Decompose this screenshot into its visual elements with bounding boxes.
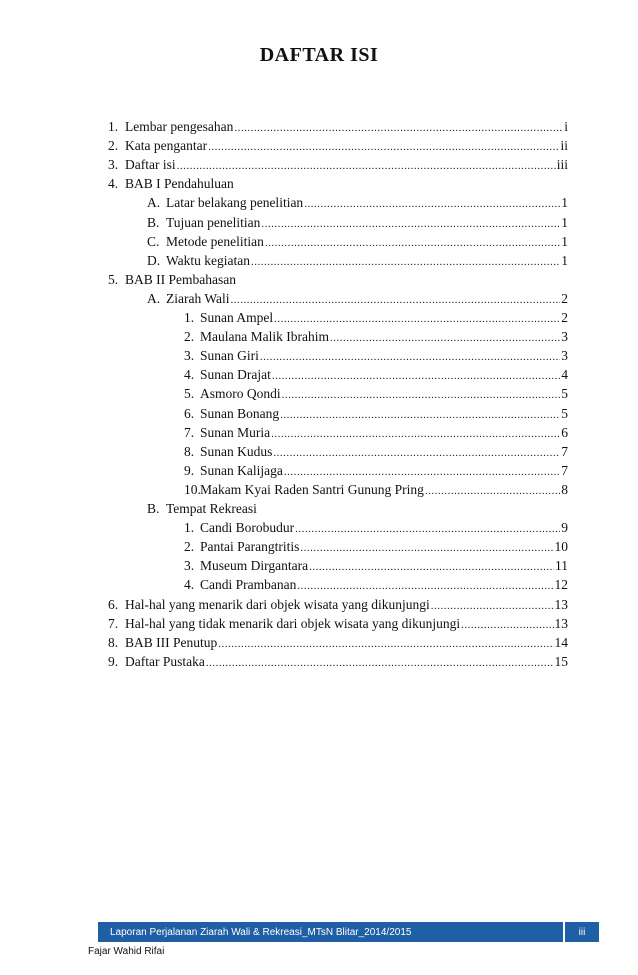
toc-entry-page: 3 xyxy=(561,348,568,364)
toc-entry-page: 13 xyxy=(554,615,568,631)
toc-entry xyxy=(108,136,568,155)
toc-entry-number: 2. xyxy=(108,138,119,154)
toc-entry-label: Asmoro Qondi xyxy=(200,386,281,402)
toc-entry xyxy=(108,633,568,652)
toc-entry-page: 4 xyxy=(561,367,568,383)
toc-entry xyxy=(184,575,568,594)
toc-entry xyxy=(184,480,568,499)
toc-entry-label: Candi Borobudur xyxy=(200,520,295,536)
toc-entry xyxy=(184,365,568,384)
toc-entry xyxy=(108,595,568,614)
toc-entry-label: Candi Prambanan xyxy=(200,577,297,593)
toc-entry xyxy=(147,193,568,212)
toc-entry-number: 4. xyxy=(184,577,195,593)
toc-entry-number: 6. xyxy=(184,405,195,421)
toc-entry xyxy=(147,213,568,232)
toc-entry-page: 15 xyxy=(554,653,568,669)
toc-entry-number: 4. xyxy=(184,367,195,383)
toc-entry xyxy=(108,652,568,671)
toc-entry-number: C. xyxy=(147,233,160,249)
toc-entry-page: 1 xyxy=(561,252,568,268)
toc-entry xyxy=(147,232,568,251)
toc-entry-label: Sunan Bonang xyxy=(200,405,280,421)
toc-entry-page: 7 xyxy=(561,462,568,478)
toc-entry-label: Tempat Rekreasi xyxy=(166,501,257,516)
toc-entry xyxy=(184,442,568,461)
toc-entry xyxy=(184,404,568,423)
toc-entry-page: 2 xyxy=(561,310,568,325)
footer-text: Laporan Perjalanan Ziarah Wali & Rekreasi_MTsN Blitar_2014/2015 xyxy=(110,926,412,938)
toc-entry-label: Hal-hal yang tidak menarik dari objek wisata yang dikunjungi xyxy=(125,615,461,631)
toc-entry-label: BAB II Pembahasan xyxy=(125,271,236,287)
toc-entry-number: 7. xyxy=(184,424,195,440)
toc-entry-page: 1 xyxy=(561,214,568,230)
toc-entry-label: Latar belakang penelitian xyxy=(166,195,304,211)
toc-entry-label: Sunan Kudus xyxy=(200,443,273,459)
toc-entry-page: i xyxy=(564,119,568,134)
toc-entry-label: Museum Dirgantara xyxy=(200,558,309,574)
toc-entry-label: Maulana Malik Ibrahim xyxy=(200,329,329,345)
toc-entry xyxy=(108,614,568,633)
author-name: Fajar Wahid Rifai xyxy=(88,946,165,957)
toc-entry-page: 13 xyxy=(554,596,568,612)
toc-entry-label: Sunan Giri xyxy=(200,348,259,364)
toc-entry-page: 5 xyxy=(561,405,568,421)
toc-entry-page: 11 xyxy=(555,558,568,574)
toc-entry xyxy=(108,174,568,193)
toc-entry-page: 3 xyxy=(561,329,568,345)
toc-entry-number: A. xyxy=(147,290,161,306)
toc-entry-number: 3. xyxy=(184,558,195,574)
toc-entry-number: 5. xyxy=(184,386,195,402)
toc-entry-label: Sunan Ampel xyxy=(200,310,274,325)
toc-entry-number: B. xyxy=(147,214,160,230)
toc-entry-number: D. xyxy=(147,252,161,268)
toc-entry xyxy=(147,251,568,270)
toc-entry-number: 2. xyxy=(184,539,195,555)
toc-entry xyxy=(184,556,568,575)
toc-entry-page: 1 xyxy=(561,233,568,249)
toc-entry-page: 7 xyxy=(561,443,568,459)
toc-entry-number: B. xyxy=(147,501,160,516)
toc-entry xyxy=(184,518,568,537)
toc-entry-page: 10 xyxy=(554,539,568,555)
toc-entry-page: ii xyxy=(560,138,568,154)
toc-entry-label: Sunan Kalijaga xyxy=(200,462,283,478)
toc-entry-label: Daftar isi xyxy=(125,157,176,173)
toc-entry-number: 2. xyxy=(184,329,195,345)
toc-entry xyxy=(108,270,568,289)
toc-entry-number: 1. xyxy=(184,310,195,325)
toc-entry-page: 8 xyxy=(561,481,568,497)
toc-entry-number: 9. xyxy=(108,653,119,669)
toc-entry-label: Pantai Parangtritis xyxy=(200,539,300,555)
toc-entry-page: 5 xyxy=(561,386,568,402)
toc-entry-label: Sunan Drajat xyxy=(200,367,271,383)
toc-entry xyxy=(184,537,568,556)
toc-entry-label: BAB I Pendahuluan xyxy=(125,176,234,192)
toc-entry-label: Tujuan penelitian xyxy=(166,214,261,230)
toc-entry-page: 9 xyxy=(561,520,568,536)
toc-entry-number: 7. xyxy=(108,615,119,631)
toc-entry xyxy=(184,346,568,365)
toc-entry-label: BAB III Penutup xyxy=(125,634,218,650)
toc-entry-number: 9. xyxy=(184,462,195,478)
toc-entry-label: Makam Kyai Raden Santri Gunung Pring xyxy=(200,481,424,497)
toc-entry-page: iii xyxy=(556,157,568,173)
toc-entry xyxy=(147,289,568,308)
toc-entry xyxy=(184,461,568,480)
toc-entry xyxy=(184,327,568,346)
toc-entry xyxy=(184,423,568,442)
page-title: DAFTAR ISI xyxy=(259,44,379,66)
toc-entry-label: Sunan Muria xyxy=(200,424,271,440)
toc-entry xyxy=(108,155,568,174)
toc-entry xyxy=(184,308,568,327)
toc-entry-page: 2 xyxy=(561,290,568,306)
toc-entry-page: 14 xyxy=(554,634,568,650)
toc-entry-label: Hal-hal yang menarik dari objek wisata yang dikunjungi xyxy=(125,596,430,612)
toc-entry-number: A. xyxy=(147,195,161,211)
toc-entry xyxy=(147,499,568,518)
toc-entry xyxy=(108,117,568,136)
toc-entry-page: 1 xyxy=(561,195,568,211)
toc-entry xyxy=(184,384,568,403)
toc-entry-number: 1. xyxy=(184,520,195,536)
toc-entry-page: 6 xyxy=(561,424,568,440)
toc-entry-label: Daftar Pustaka xyxy=(125,653,205,669)
toc-entry-page: 12 xyxy=(554,577,568,593)
toc-entry-number: 5. xyxy=(108,271,119,287)
toc-entry-number: 4. xyxy=(108,176,119,192)
toc-leader-dots xyxy=(206,654,554,673)
toc-entry-label: Ziarah Wali xyxy=(166,290,230,306)
toc-entry-label: Waktu kegiatan xyxy=(166,252,251,268)
toc-entry-number: 6. xyxy=(108,596,119,612)
toc-entry-label: Lembar pengesahan xyxy=(125,119,234,134)
footer-page-number: iii xyxy=(563,922,599,942)
toc-entry-number: 3. xyxy=(184,348,195,364)
footer-bar xyxy=(98,922,599,942)
toc-entry-number: 10. xyxy=(184,481,201,497)
toc-entry-label: Kata pengantar xyxy=(125,138,208,154)
toc-entry-number: 8. xyxy=(108,634,119,650)
toc-entry-label: Metode penelitian xyxy=(166,233,264,249)
toc-entry-number: 8. xyxy=(184,443,195,459)
toc-entry-number: 1. xyxy=(108,119,119,134)
toc-entry-number: 3. xyxy=(108,157,119,173)
